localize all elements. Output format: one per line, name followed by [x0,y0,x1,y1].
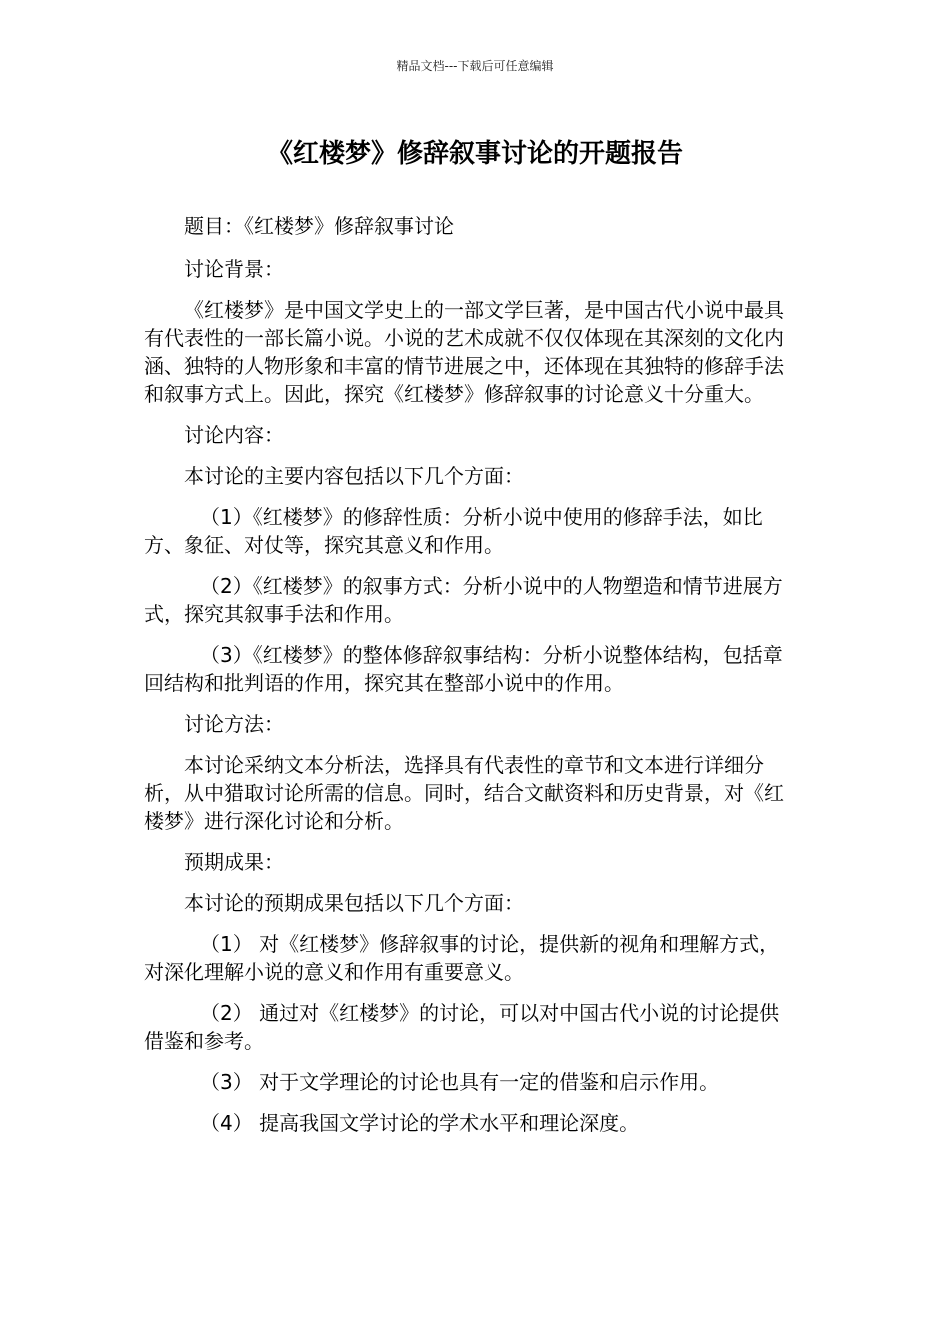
outcome-item-1: （1） 对《红楼梦》修辞叙事的讨论，提供新的视角和理解方式，对深化理解小说的意义和作用有重要意义。 [144,932,780,984]
section-heading-method: 讨论方法： [184,712,284,736]
section-heading-background: 讨论背景： [184,257,284,281]
outcomes-intro: 本讨论的预期成果包括以下几个方面： [184,891,524,915]
content-item-2: （2）《红楼梦》的叙事方式：分析小说中的人物塑造和情节进展方式，探究其叙事手法和作用。 [144,574,783,626]
document-title: 《红楼梦》修辞叙事讨论的开题报告 [266,139,683,169]
outcome-item-2: （2） 通过对《红楼梦》的讨论，可以对中国古代小说的讨论提供借鉴和参考。 [144,1001,780,1053]
section-heading-outcomes: 预期成果： [184,850,284,874]
content-intro: 本讨论的主要内容包括以下几个方面： [184,464,524,488]
outcome-item-4: （4） 提高我国文学讨论的学术水平和理论深度。 [200,1111,640,1135]
method-paragraph: 本讨论采纳文本分析法，选择具有代表性的章节和文本进行详细分析，从中猎取讨论所需的信息。同时，结合文献资料和历史背景，对《红楼梦》进行深化讨论和分析。 [144,753,784,833]
document-body [144,212,792,1150]
header-note: 精品文档---下载后可任意编辑 [396,59,554,73]
background-paragraph: 《红楼梦》是中国文学史上的一部文学巨著，是中国古代小说中最具有代表性的一部长篇小说。小说的艺术成就不仅仅体现在其深刻的文化内涵、独特的人物形象和丰富的情节进展之中，还体现在其独特的修辞手法和叙事方式上。因此，探究《红楼梦》修辞叙事的讨论意义十分重大。 [144,298,784,406]
content-item-3: （3）《红楼梦》的整体修辞叙事结构：分析小说整体结构，包括章回结构和批判语的作用，探究其在整部小说中的作用。 [144,643,783,695]
topic-line: 题目：《红楼梦》修辞叙事讨论 [184,214,454,238]
content-item-1: （1）《红楼梦》的修辞性质：分析小说中使用的修辞手法，如比方、象征、对仗等，探究其意义和作用。 [144,505,763,557]
section-heading-content: 讨论内容： [184,423,284,447]
outcome-item-3: （3） 对于文学理论的讨论也具有一定的借鉴和启示作用。 [200,1070,720,1094]
